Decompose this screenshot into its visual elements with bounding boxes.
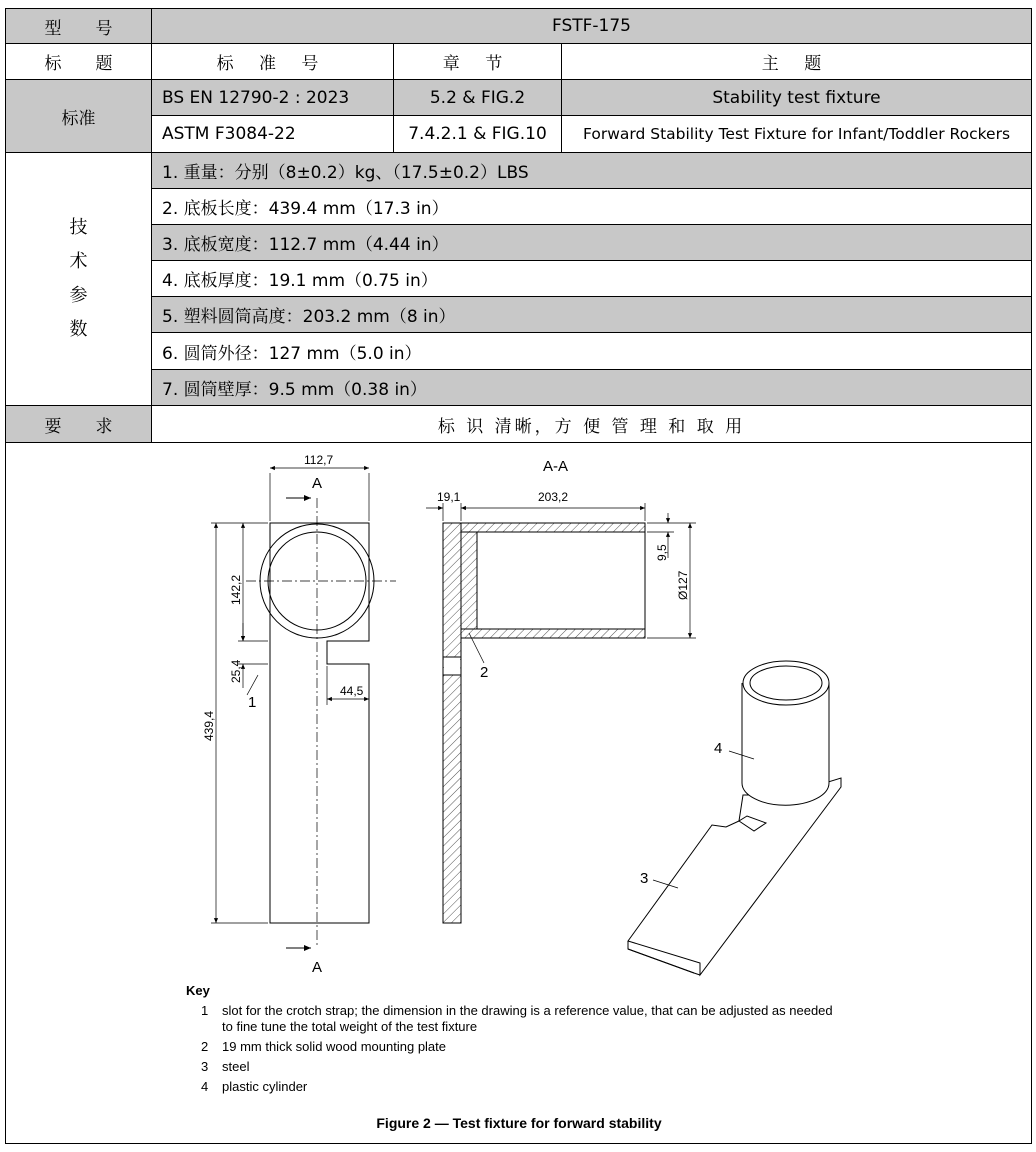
section-mark: A [312,959,323,976]
dim-wall: 9,5 [655,544,669,561]
tech-param: 1. 重量：分别（8±0.2）kg、（17.5±0.2）LBS [151,152,1032,189]
col-section: 章 节 [393,43,562,80]
isometric-view [628,661,841,975]
section-mark: A [312,475,323,492]
leader-line [247,675,258,695]
key-text: to fine tune the total weight of the test fixture [222,1019,478,1034]
drawing-svg [6,443,1031,1143]
tech-param: 6. 圆筒外径：127 mm（5.0 in） [151,332,1032,370]
plan-view-labels [202,453,364,976]
spec-sheet [5,8,1032,1144]
cylinder-wall-top [461,523,645,532]
standard-section: 7.4.2.1 & FIG.10 [393,115,562,153]
tech-param: 2. 底板长度：439.4 mm（17.3 in） [151,188,1032,225]
model-label: 型 号 [5,8,152,44]
key-text: plastic cylinder [222,1079,308,1094]
model-value: FSTF-175 [151,8,1032,44]
tech-param: 4. 底板厚度：19.1 mm（0.75 in） [151,260,1032,297]
tech-label-char: 参 [69,285,88,306]
dim-slot-depth: 44,5 [340,684,364,698]
cylinder-wall-bottom [461,629,645,638]
key-text: slot for the crotch strap; the dimension in the drawing is a reference value, that can be adjusted as needed [222,1003,833,1018]
figure-caption: Figure 2 — Test fixture for forward stability [376,1115,662,1131]
section-view [426,503,696,923]
col-subject: 主 题 [561,43,1032,80]
section-title: A-A [543,458,569,475]
tech-label-char: 数 [69,319,88,340]
dim-slot: 25,4 [229,659,243,683]
key-num: 2 [201,1039,209,1054]
standard-number: BS EN 12790-2 : 2023 [151,79,394,116]
key-text: 19 mm thick solid wood mounting plate [222,1039,447,1054]
tech-param: 7. 圆筒壁厚：9.5 mm（0.38 in） [151,369,1032,406]
figure-key [186,983,833,1131]
dim-width: 112,7 [304,453,334,467]
tech-param: 3. 底板宽度：112.7 mm（4.44 in） [151,224,1032,261]
requirement-value: 标 识 清晰，方 便 管 理 和 取 用 [151,405,1032,443]
dim-diameter: Ø127 [676,570,690,600]
technical-drawing [5,442,1032,1144]
key-num: 4 [201,1079,209,1094]
plan-view [211,468,396,948]
key-num: 1 [201,1003,209,1018]
standard-subject: Forward Stability Test Fixture for Infant/Toddler Rockers [561,115,1032,153]
callout-3: 3 [640,870,649,887]
key-num: 3 [201,1059,209,1074]
callout-1: 1 [248,694,257,711]
callout-2: 2 [480,664,489,681]
wood-plug [461,532,477,629]
dim-plate-thickness: 19,1 [437,490,461,504]
dim-cyl-height: 203,2 [538,490,569,504]
cylinder-bore [750,666,822,700]
key-text: steel [222,1059,250,1074]
standard-subject: Stability test fixture [561,79,1032,116]
tech-label-char: 术 [69,251,88,272]
tech-label [5,152,152,406]
requirement-label: 要 求 [5,405,152,443]
tech-param: 5. 塑料圆筒高度：203.2 mm（8 in） [151,296,1032,333]
dim-length: 439,4 [202,710,216,741]
base-plate-top [628,778,841,975]
standard-section: 5.2 & FIG.2 [393,79,562,116]
callout-4: 4 [714,740,723,757]
dim-upper: 142,2 [229,574,243,605]
col-standard-no: 标 准 号 [151,43,394,80]
mounting-plate-section [443,523,461,923]
base-plate-outline [270,523,369,923]
key-title: Key [186,983,210,998]
standard-number: ASTM F3084-22 [151,115,394,153]
standards-label: 标准 [5,79,152,153]
title-label: 标 题 [5,43,152,80]
tech-label-char: 技 [69,217,88,238]
